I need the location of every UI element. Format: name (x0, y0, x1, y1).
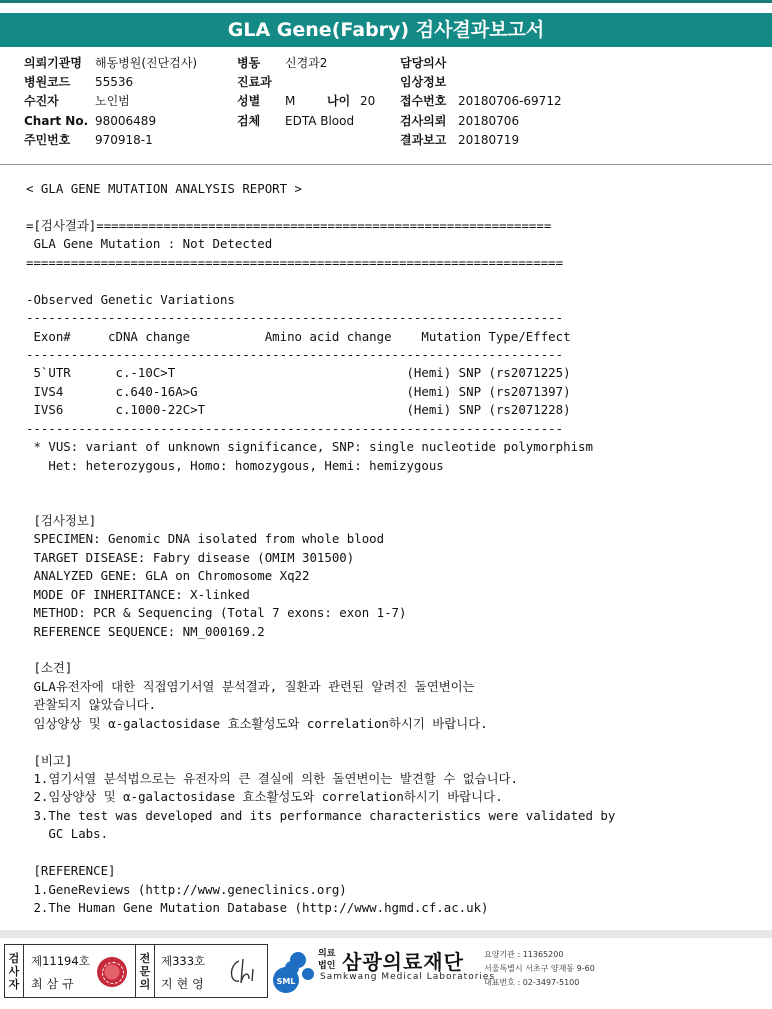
result-report-value: 20180719 (458, 133, 520, 147)
examiner-license-no: 제11194호 (31, 954, 90, 968)
sex-value: M (285, 94, 296, 108)
header-divider (0, 164, 772, 165)
report-line: GLA Gene Mutation : Not Detected (26, 236, 273, 252)
clinical-info-label: 임상정보 (400, 75, 447, 89)
specimen-label: 검체 (237, 114, 261, 128)
patient-name-value: 노인범 (95, 94, 130, 108)
chart-no-value: 98006489 (95, 114, 157, 128)
footer-divider (0, 930, 772, 938)
lab-address: 서울특별시 서초구 양재동 9-60 (484, 964, 595, 973)
report-line: TARGET DISEASE: Fabry disease (OMIM 301500) (26, 549, 355, 565)
specialist-role-label: 전 문 의 (135, 945, 155, 997)
report-line (26, 198, 615, 216)
receipt-no-label: 접수번호 (400, 94, 447, 108)
report-line: < GLA GENE MUTATION ANALYSIS REPORT > (26, 181, 303, 196)
report-line: * VUS: variant of unknown significance, SNP: single nucleotide polymorphism (26, 439, 593, 455)
report-line: [비고] (26, 752, 73, 768)
report-line: IVS6 c.1000-22C>T (Hemi) SNP (rs2071228) (26, 402, 571, 418)
report-body (26, 180, 615, 918)
report-footer (0, 940, 772, 1009)
report-line: IVS4 c.640-16A>G (Hemi) SNP (rs2071397) (26, 383, 571, 399)
hospital-code-label: 병원코드 (24, 75, 71, 89)
report-line: 1.염기서열 분석법으로는 유전자의 큰 결실에 의한 돌연변이는 발견할 수 없습니다. (26, 771, 518, 786)
report-line: GLA유전자에 대한 직접염기서열 분석결과, 질환과 관련된 알려진 돌연변이는 (26, 678, 475, 694)
report-line: [REFERENCE] (26, 863, 116, 879)
report-line: GC Labs. (26, 826, 109, 842)
report-line: Exon# cDNA change Amino acid change Mutation Type/Effect (26, 328, 571, 344)
patient-info-block (0, 54, 772, 154)
lab-code: 요양기관 : 11365200 (484, 950, 564, 959)
examiner-role-label: 검 사 자 (5, 945, 24, 997)
lab-type-label: 의료 법인 (318, 949, 336, 971)
samkwang-logo-icon (270, 944, 320, 996)
report-line: ------------------------------------------------------------------------ (26, 346, 564, 362)
report-line (26, 844, 615, 862)
lab-english-name: Samkwang Medical Laboratories (320, 972, 496, 982)
report-line: Het: heterozygous, Homo: homozygous, Hemi: hemizygous (26, 457, 444, 473)
specialist-license-no: 제333호 (161, 954, 206, 968)
report-line: 2.The Human Gene Mutation Database (http://www.hgmd.cf.ac.uk) (26, 900, 489, 916)
department-label: 진료과 (237, 75, 272, 89)
top-accent-line (0, 0, 772, 3)
examiner-name: 최삼규 (31, 977, 78, 991)
report-line: [검사정보] (26, 512, 97, 528)
ward-label: 병동 (237, 56, 261, 70)
report-line: METHOD: PCR & Sequencing (Total 7 exons: exon 1-7) (26, 605, 407, 621)
report-line: [소견] (26, 660, 73, 676)
report-title: GLA Gene(Fabry) 검사결과보고서 (0, 13, 772, 47)
report-line (26, 493, 615, 511)
report-line: 2.임상양상 및 α-galactosidase 효소활성도와 correlation하시기 바랍니다. (26, 789, 503, 805)
age-value: 20 (360, 94, 376, 108)
patient-name-label: 수진자 (24, 94, 59, 108)
report-line: 5`UTR c.-10C>T (Hemi) SNP (rs2071225) (26, 365, 571, 381)
resident-no-label: 주민번호 (24, 133, 71, 147)
hospital-code-value: 55536 (95, 75, 134, 89)
ward-value: 신경과2 (285, 56, 328, 70)
sex-label: 성별 (237, 94, 261, 108)
report-line: ------------------------------------------------------------------------ (26, 420, 564, 436)
report-line: ANALYZED GENE: GLA on Chromosome Xq22 (26, 568, 310, 584)
report-line: =[검사결과]============================================================= (26, 217, 552, 233)
lab-phone: 대표번호 : 02-3497-5100 (484, 978, 580, 987)
specialist-signature-icon (225, 955, 261, 989)
lab-name: 삼광의료재단 (342, 950, 464, 974)
chart-no-label: Chart No. (24, 114, 89, 128)
report-line: -Observed Genetic Variations (26, 291, 235, 307)
lab-contact-info (484, 948, 595, 990)
report-line: 관찰되지 않았습니다. (26, 697, 157, 713)
requesting-institution-value: 해동병원(진단검사) (95, 56, 198, 70)
test-request-value: 20180706 (458, 114, 520, 128)
resident-no-value: 970918-1 (95, 133, 153, 147)
report-line: MODE OF INHERITANCE: X-linked (26, 586, 250, 602)
test-request-label: 검사의뢰 (400, 114, 447, 128)
report-line: 1.GeneReviews (http://www.geneclinics.org) (26, 881, 347, 897)
attending-doctor-label: 담당의사 (400, 56, 447, 70)
sml-logo-text: SML (276, 977, 296, 986)
report-line (26, 641, 615, 659)
report-line: REFERENCE SEQUENCE: NM_000169.2 (26, 623, 265, 639)
report-line: 임상양상 및 α-galactosidase 효소활성도와 correlation하시기 바랍니다. (26, 715, 488, 731)
receipt-no-value: 20180706-69712 (458, 94, 562, 108)
report-line (26, 272, 615, 290)
report-line (26, 475, 615, 493)
age-label: 나이 (327, 94, 351, 108)
report-line: 3.The test was developed and its performance characteristics were validated by (26, 807, 616, 823)
report-line (26, 733, 615, 751)
result-report-label: 결과보고 (400, 133, 447, 147)
report-line: ------------------------------------------------------------------------ (26, 310, 564, 326)
examiner-seal-icon (97, 957, 127, 987)
report-line: ======================================================================== (26, 254, 564, 270)
requesting-institution-label: 의뢰기관명 (24, 56, 82, 70)
specialist-name: 지현영 (161, 977, 208, 991)
signature-box (4, 944, 268, 998)
specimen-value: EDTA Blood (285, 114, 355, 128)
report-line: SPECIMEN: Genomic DNA isolated from whole blood (26, 531, 385, 547)
